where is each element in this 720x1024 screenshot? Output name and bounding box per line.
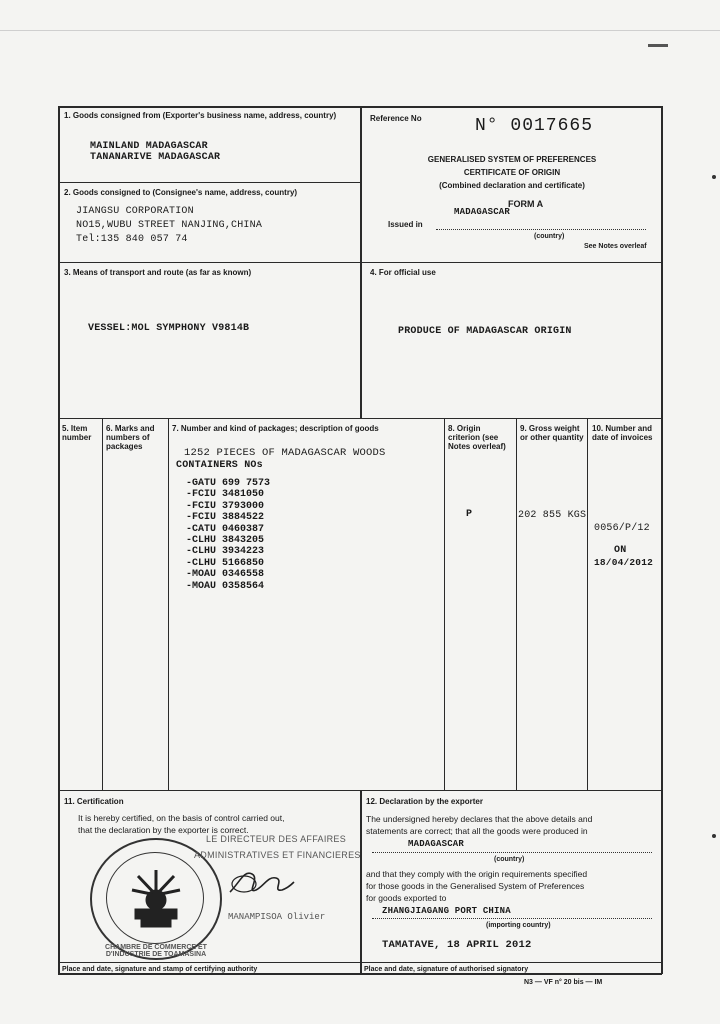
exporter-name: MAINLAND MADAGASCAR: [90, 141, 208, 152]
container-number: -MOAU 0346558: [186, 569, 265, 581]
consignee-address: NO15,WUBU STREET NANJING,CHINA: [76, 220, 263, 231]
transport-value: VESSEL:MOL SYMPHONY V9814B: [88, 323, 250, 334]
importing-country-value: ZHANGJIAGANG PORT CHINA: [382, 906, 511, 916]
consignee-name: JIANGSU CORPORATION: [76, 206, 194, 217]
issued-in-label: Issued in: [388, 220, 423, 229]
stamp-title-line-2: ADMINISTRATIVES ET FINANCIERES: [194, 850, 361, 860]
gsp-title: GENERALISED SYSTEM OF PREFERENCES: [427, 155, 597, 164]
certification-text-1: It is hereby certified, on the basis of control carried out,: [78, 813, 285, 823]
box12-footer: Place and date, signature of authorised signatory: [364, 966, 529, 973]
col-6-7: [168, 418, 169, 790]
footer-line-11: [58, 962, 360, 963]
col5-header: 5. Item number: [62, 424, 92, 442]
divider-box1-box2: [58, 182, 360, 183]
origin-criterion-value: P: [466, 509, 473, 520]
container-list: [186, 478, 270, 592]
scan-mark: [648, 44, 668, 47]
container-number: -GATU 699 7573: [186, 478, 271, 489]
importing-country-caption: (importing country): [486, 922, 551, 929]
container-number: -MOAU 0358564: [186, 580, 265, 592]
declaration-text-5: for goods exported to: [366, 893, 447, 903]
box4-label: 4. For official use: [370, 268, 436, 277]
frame-right: [661, 106, 663, 974]
certificate-subtitle: (Combined declaration and certificate): [439, 181, 585, 190]
col-9-10: [587, 418, 588, 790]
authority-signature-icon: [226, 862, 296, 902]
produced-country-caption: (country): [494, 856, 525, 863]
certification-text-2: that the declaration by the exporter is correct.: [78, 825, 249, 835]
box2-label: 2. Goods consigned to (Consignee's name, address, country): [64, 188, 298, 197]
exporter-place-date: TAMATAVE, 18 APRIL 2012: [382, 939, 532, 951]
box11-footer: Place and date, signature and stamp of certifying authority: [62, 966, 258, 973]
divider-row-transport: [58, 262, 662, 263]
scan-top-line: [0, 30, 720, 31]
divider-vertical-bottom: [360, 790, 362, 974]
stamp-officer-name: MANAMPISOA Olivier: [228, 912, 326, 922]
consignee-phone: Tel:135 840 057 74: [76, 234, 188, 245]
container-number: -FCIU 3884522: [186, 512, 265, 524]
declaration-text-2: statements are correct; that all the goods were produced in: [366, 826, 588, 836]
declaration-text-3: and that they comply with the origin requirements specified: [366, 869, 588, 879]
goods-description: 1252 PIECES OF MADAGASCAR WOODS: [184, 447, 386, 459]
invoice-date: 18/04/2012: [594, 557, 654, 568]
container-number: -CATU 0460387: [186, 523, 265, 535]
col9-header: 9. Gross weight or other quantity: [520, 424, 584, 442]
container-number: -CLHU 3934223: [186, 546, 265, 558]
scan-mark: [712, 834, 716, 838]
box1-label: 1. Goods consigned from (Exporter's business name, address, country): [64, 111, 337, 120]
declaration-text-1: The undersigned hereby declares that the above details and: [366, 814, 593, 824]
containers-label: CONTAINERS NOs: [176, 460, 263, 471]
form-a-label: FORM A: [508, 199, 544, 209]
frame-left: [58, 106, 60, 974]
col10-header: 10. Number and date of invoices: [592, 424, 653, 442]
scan-mark: [712, 175, 716, 179]
invoice-number: 0056/P/12: [594, 523, 650, 534]
seal-text: CHAMBRE DE COMMERCE ET D'INDUSTRIE DE TOAMASINA: [105, 944, 207, 958]
see-notes-overleaf: See Notes overleaf: [584, 243, 647, 250]
official-use-value: PRODUCE OF MADAGASCAR ORIGIN: [398, 326, 572, 337]
footer-line-12: [360, 962, 662, 963]
col-5-6: [102, 418, 103, 790]
issued-in-dotted-line: [436, 229, 646, 230]
col8-header: 8. Origin criterion (see Notes overleaf): [448, 424, 506, 451]
form-code: N3 — VF n° 20 bis — IM: [524, 979, 603, 986]
col7-header: 7. Number and kind of packages; description of goods: [172, 424, 379, 433]
divider-row-goods: [58, 418, 662, 419]
produced-in-country: MADAGASCAR: [408, 839, 465, 849]
importing-dotted-line: [372, 918, 652, 919]
container-number: -FCIU 3793000: [186, 500, 265, 512]
container-number: -CLHU 5166850: [186, 557, 265, 569]
exporter-address: TANANARIVE MADAGASCAR: [90, 152, 221, 163]
container-number: -CLHU 3843205: [186, 534, 265, 546]
box3-label: 3. Means of transport and route (as far as known): [64, 268, 252, 277]
reference-label: Reference No: [370, 114, 422, 123]
gross-weight-value: 202 855 KGS: [518, 510, 587, 521]
box11-label: 11. Certification: [64, 797, 124, 806]
issued-country-caption: (country): [534, 233, 565, 240]
reference-number: N° 0017665: [475, 116, 594, 136]
declaration-text-4: for those goods in the Generalised System of Preferences: [366, 881, 585, 891]
box12-label: 12. Declaration by the exporter: [366, 797, 483, 806]
stamp-title-line-1: LE DIRECTEUR DES AFFAIRES: [206, 834, 347, 844]
invoice-on: ON: [614, 545, 627, 556]
col-8-9: [516, 418, 517, 790]
produced-in-dotted-line: [372, 852, 652, 853]
col6-header: 6. Marks and numbers of packages: [106, 424, 155, 451]
col-7-8: [444, 418, 445, 790]
issued-in-value: MADAGASCAR: [454, 207, 511, 217]
certificate-title: CERTIFICATE OF ORIGIN: [463, 168, 561, 177]
container-number: -FCIU 3481050: [186, 489, 265, 501]
